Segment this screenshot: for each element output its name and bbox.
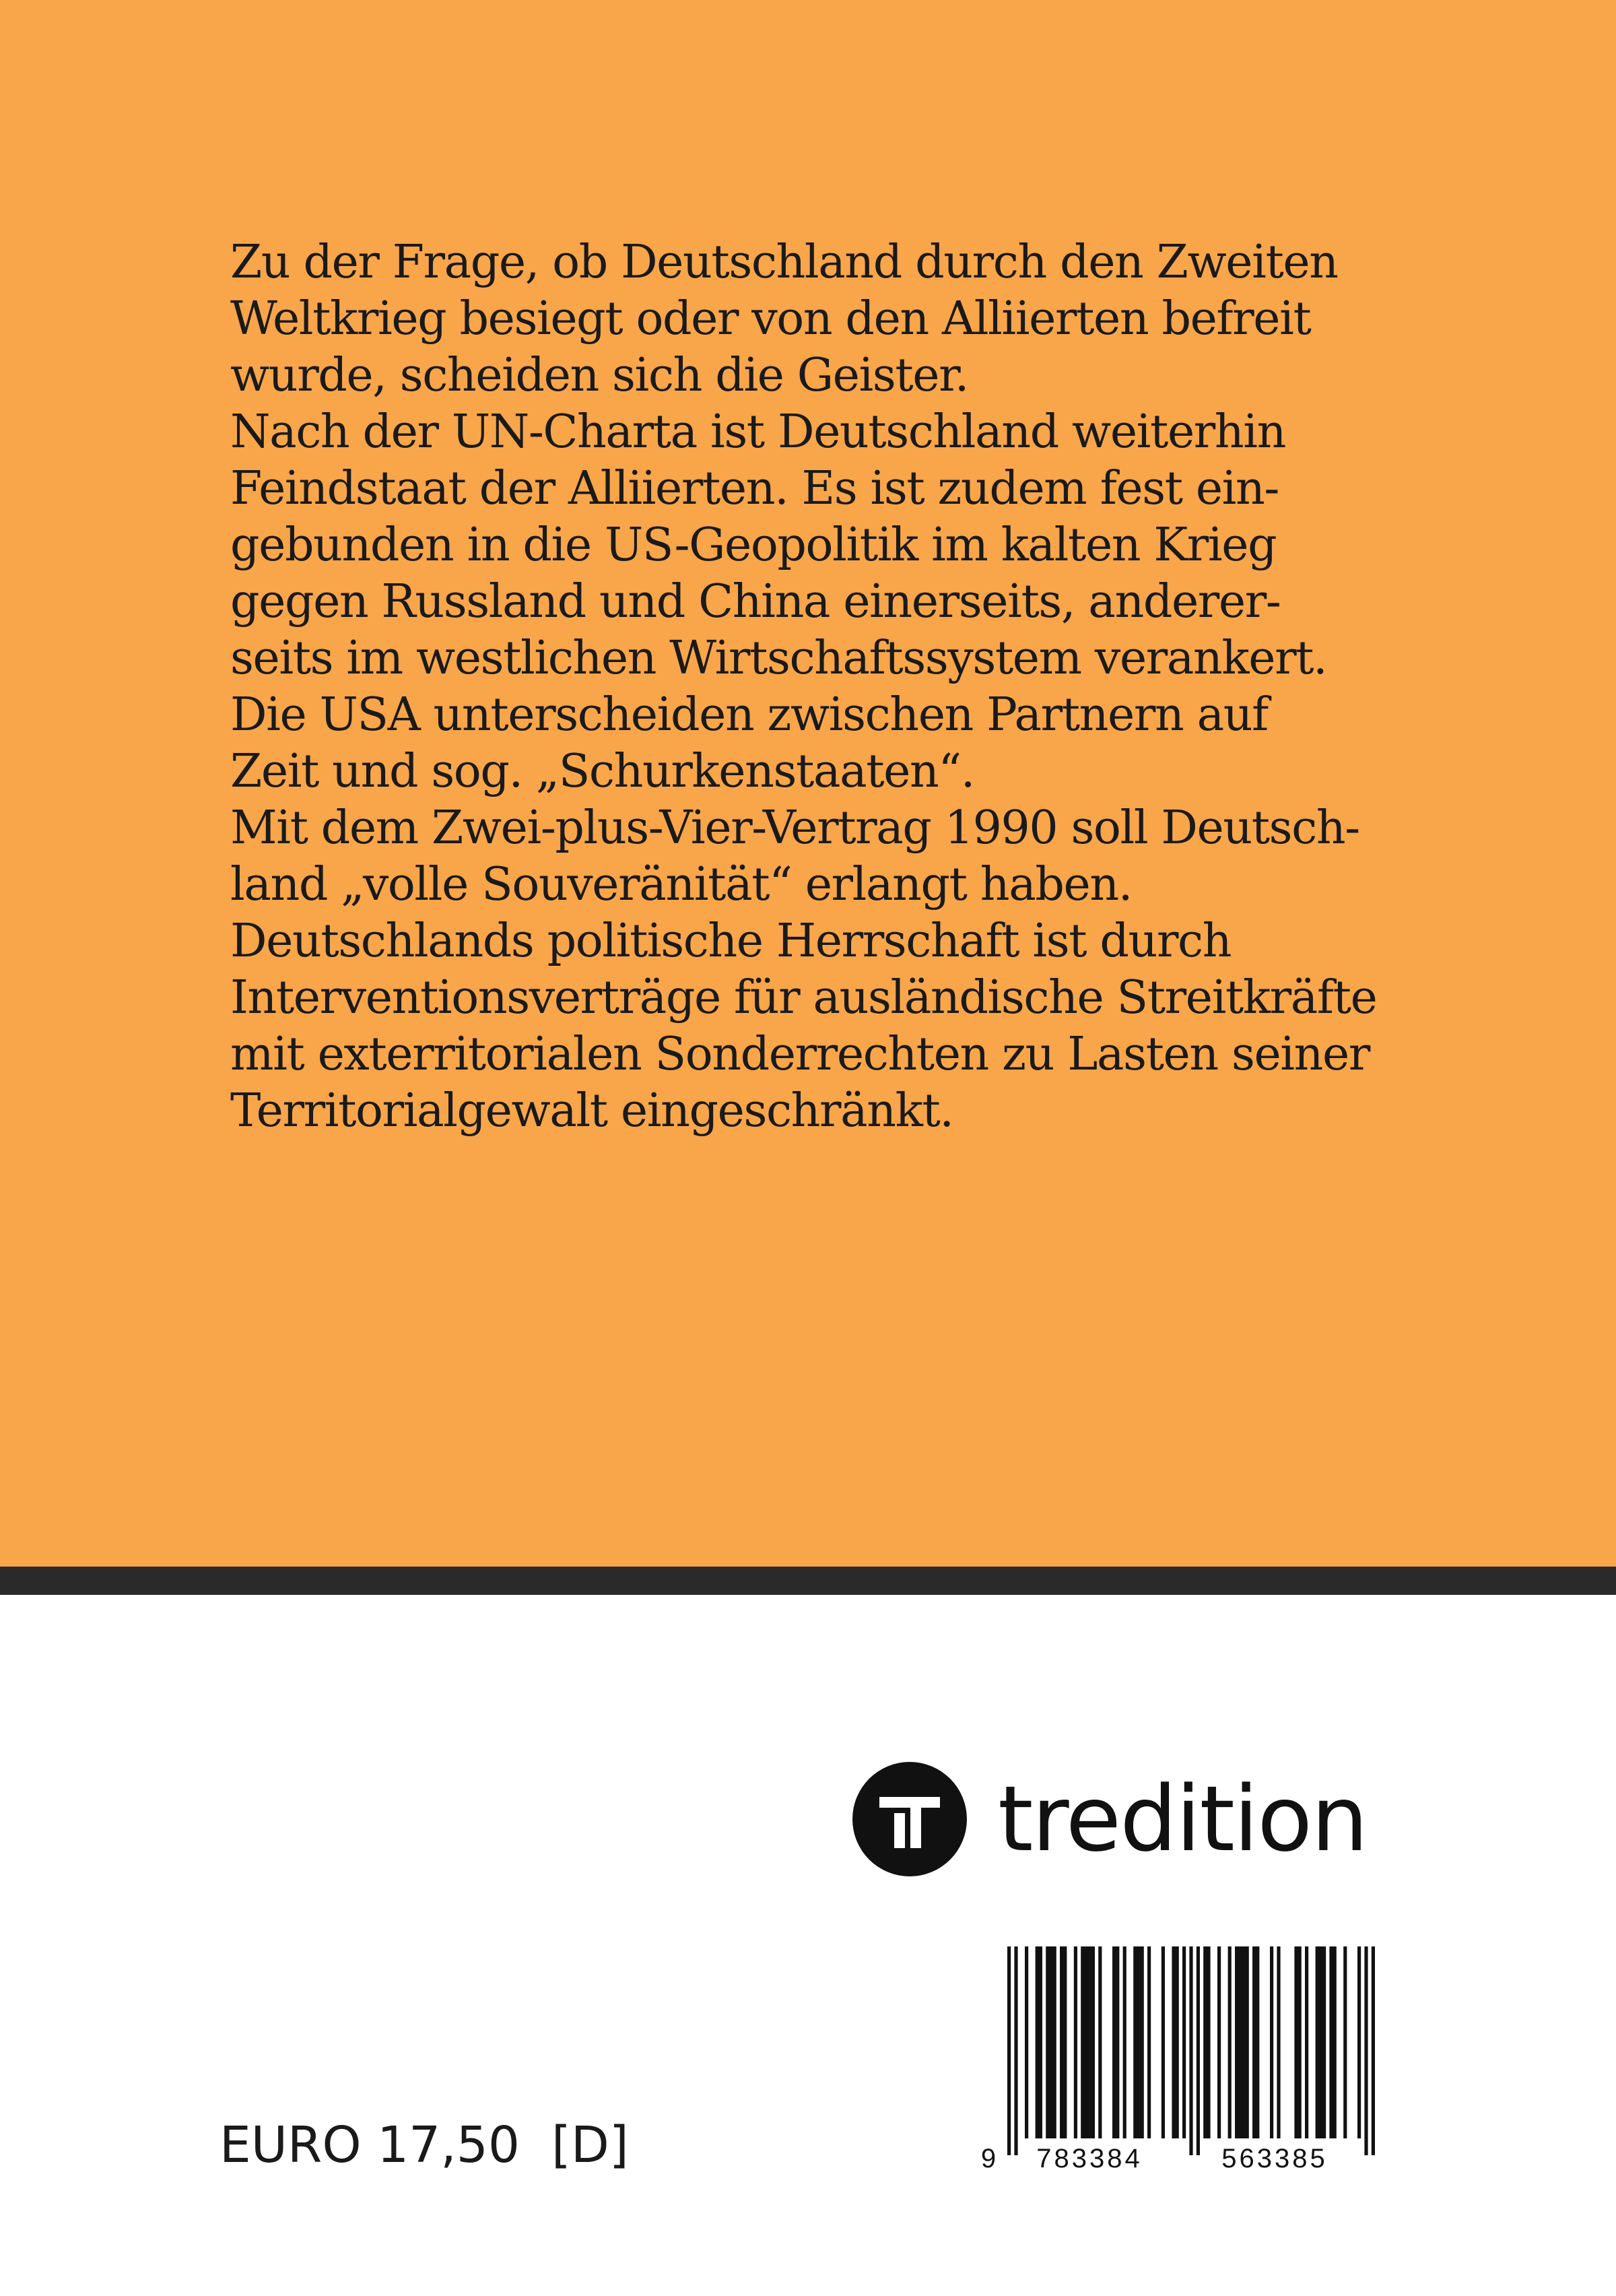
- price-label: EURO 17,50 [D]: [220, 2116, 629, 2174]
- tredition-logo-icon: [852, 1762, 967, 1876]
- cover-divider: [0, 1567, 1616, 1595]
- blurb-line: Zu der Frage, ob Deutschland durch den Zweiten: [230, 236, 1338, 289]
- barcode-bar: [1343, 1946, 1347, 2138]
- barcode-bar: [1364, 1946, 1368, 2155]
- barcode-bar: [1270, 1946, 1273, 2138]
- barcode-digit-first: 9: [980, 2144, 997, 2172]
- barcode-bar: [1046, 1946, 1056, 2138]
- blurb-line: mit exterritorialen Sonderrechten zu Lasten seiner: [230, 1028, 1370, 1081]
- barcode-digits-left: 783384: [1036, 2144, 1143, 2172]
- barcode-bar: [1036, 1946, 1042, 2138]
- barcode-bars: [1007, 1946, 1375, 2155]
- blurb-line: land „volle Souveränität“ erlangt haben.: [230, 858, 1132, 911]
- barcode-bar: [1357, 1946, 1361, 2138]
- barcode-bar: [1203, 1946, 1210, 2138]
- barcode-bar: [1252, 1946, 1259, 2138]
- white-bottom-panel: [0, 1595, 1616, 2296]
- barcode-bar: [1074, 1946, 1077, 2138]
- isbn-barcode: [975, 1946, 1394, 2172]
- blurb-line: Mit dem Zwei-plus-Vier-Vertrag 1990 soll Deutsch-: [230, 801, 1359, 855]
- publisher-name: tredition: [998, 1767, 1368, 1872]
- barcode-bar: [1316, 1946, 1326, 2138]
- barcode-bar: [1162, 1946, 1165, 2138]
- publisher-logo: [852, 1762, 1367, 1876]
- blurb-line: gegen Russland und China einerseits, anderer-: [230, 575, 1281, 628]
- barcode-bar: [1007, 1946, 1011, 2155]
- barcode-bar: [1189, 1946, 1192, 2155]
- barcode-bar: [1372, 1946, 1375, 2155]
- barcode-bar: [1081, 1946, 1095, 2138]
- barcode-bar: [1014, 1946, 1017, 2155]
- blurb-line: Territorialgewalt eingeschränkt.: [230, 1084, 953, 1138]
- barcode-bar: [1235, 1946, 1249, 2138]
- barcode-bar: [1098, 1946, 1102, 2138]
- blurb-line: Die USA unterscheiden zwischen Partnern auf: [230, 688, 1268, 742]
- barcode-bar: [1123, 1946, 1126, 2138]
- barcode-bar: [1277, 1946, 1280, 2138]
- barcode-bar: [1217, 1946, 1221, 2138]
- blurb-line: wurde, scheiden sich die Geister.: [230, 349, 968, 402]
- barcode-bar: [1112, 1946, 1119, 2138]
- blurb-line: Interventionsverträge für ausländische Streitkräfte: [230, 971, 1377, 1024]
- barcode-bar: [1329, 1946, 1336, 2138]
- barcode-bar: [1147, 1946, 1151, 2138]
- barcode-digits-right: 563385: [1221, 2144, 1328, 2172]
- blurb-line: gebunden in die US-Geopolitik im kalten Krieg: [230, 519, 1277, 572]
- barcode-bar: [1197, 1946, 1200, 2155]
- barcode-bar: [1060, 1946, 1067, 2138]
- barcode-bar: [1172, 1946, 1178, 2138]
- blurb-line: seits im westlichen Wirtschaftssystem verankert.: [230, 632, 1327, 685]
- blurb-text: [230, 234, 1442, 1140]
- blurb-line: Zeit und sog. „Schurkenstaaten“.: [230, 745, 974, 798]
- blurb-line: Feindstaat der Alliierten. Es ist zudem fest ein-: [230, 462, 1279, 515]
- blurb-line: Nach der UN-Charta ist Deutschland weiterhin: [230, 405, 1286, 459]
- barcode-bar: [1182, 1946, 1186, 2138]
- barcode-bar: [1294, 1946, 1301, 2138]
- blurb-line: Deutschlands politische Herrschaft ist durch: [230, 915, 1232, 968]
- barcode-bar: [1133, 1946, 1144, 2138]
- blurb-line: Weltkrieg besiegt oder von den Alliierten befreit: [230, 292, 1311, 346]
- barcode-bar: [1025, 1946, 1028, 2138]
- barcode-bar: [1305, 1946, 1308, 2138]
- barcode-bar: [1228, 1946, 1232, 2138]
